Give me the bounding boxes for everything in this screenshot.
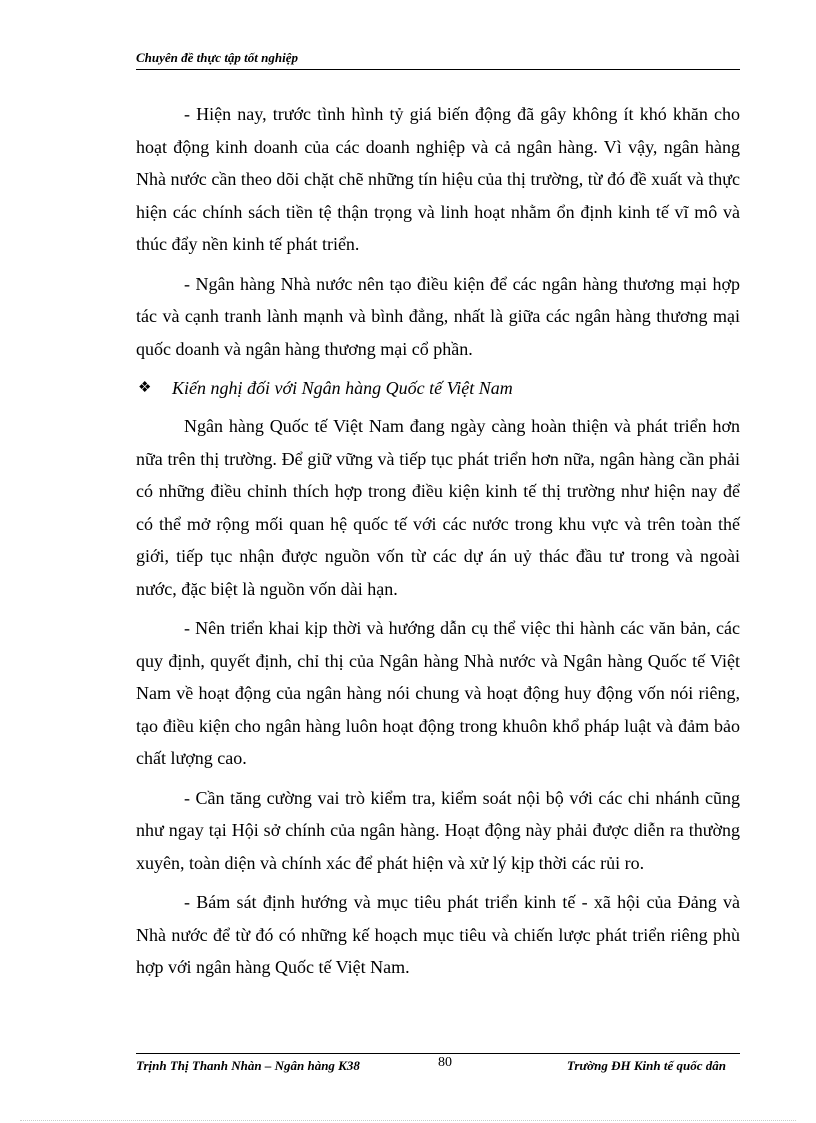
section-heading-text: Kiến nghị đối với Ngân hàng Quốc tế Việt Nam [172, 378, 513, 398]
footer-school: Trường ĐH Kinh tế quốc dân [566, 1058, 726, 1073]
footer-author: Trịnh Thị Thanh Nhàn – Ngân hàng K38 [136, 1058, 360, 1073]
page-header [136, 49, 740, 70]
section-heading [136, 372, 740, 404]
paragraph-exchange-rate: - Hiện nay, trước tình hình tỷ giá biến động đã gây không ít khó khăn cho hoạt động kinh doanh của các doanh nghiệp và cả ngân hàng. Vì vậy, ngân hàng Nhà nước cần theo dõi chặt chẽ những tín hiệu của thị trường, từ đó đề xuất và thực hiện các chính sách tiền tệ thận trọng và linh hoạt nhằm ổn định kinh tế vĩ mô và thúc đẩy nền kinh tế phát triển. [136, 104, 740, 254]
page-number: 80 [438, 1055, 452, 1070]
header-title: Chuyên đề thực tập tốt nghiệp [136, 50, 298, 65]
page-body [136, 98, 740, 991]
page-bottom-border [20, 1120, 796, 1121]
paragraph-vib-intro: Ngân hàng Quốc tế Việt Nam đang ngày càng hoàn thiện và phát triển hơn nữa trên thị trường. Để giữ vững và tiếp tục phát triển hơn nữa, ngân hàng cần phải có những điều chỉnh thích hợp trong điều kiện kinh tế thị trường như hiện nay để có thể mở rộng mối quan hệ quốc tế với các nước trong khu vực và trên toàn thế giới, tiếp tục nhận được nguồn vốn từ các dự án uỷ thác đầu tư trong và ngoài nước, đặc biệt là nguồn vốn dài hạn. [136, 416, 740, 599]
page-footer [136, 1053, 740, 1078]
paragraph-internal-control: - Cần tăng cường vai trò kiểm tra, kiểm soát nội bộ với các chi nhánh cũng như ngay tại Hội sở chính của ngân hàng. Hoạt động này phải được diễn ra thường xuyên, toàn diện và chính xác để phát hiện và xử lý kịp thời các rủi ro. [136, 787, 740, 873]
paragraph-regulations: - Nên triển khai kịp thời và hướng dẫn cụ thể việc thi hành các văn bản, các quy định, quyết định, chỉ thị của Ngân hàng Nhà nước và Ngân hàng Quốc tế Việt Nam về hoạt động của ngân hàng nói chung và hoạt động huy động vốn nói riêng, tạo điều kiện cho ngân hàng luôn hoạt động trong khuôn khổ pháp luật và đảm bảo chất lượng cao. [136, 618, 740, 768]
paragraph-competition: - Ngân hàng Nhà nước nên tạo điều kiện để các ngân hàng thương mại hợp tác và cạnh tranh lành mạnh và bình đẳng, nhất là giữa các ngân hàng thương mại quốc doanh và ngân hàng thương mại cổ phần. [136, 273, 740, 359]
paragraph-strategy: - Bám sát định hướng và mục tiêu phát triển kinh tế - xã hội của Đảng và Nhà nước để từ đó có những kế hoạch mục tiêu và chiến lược phát triển riêng phù hợp với ngân hàng Quốc tế Việt Nam. [136, 892, 740, 977]
diamond-bullet-icon: ❖ [138, 380, 152, 396]
